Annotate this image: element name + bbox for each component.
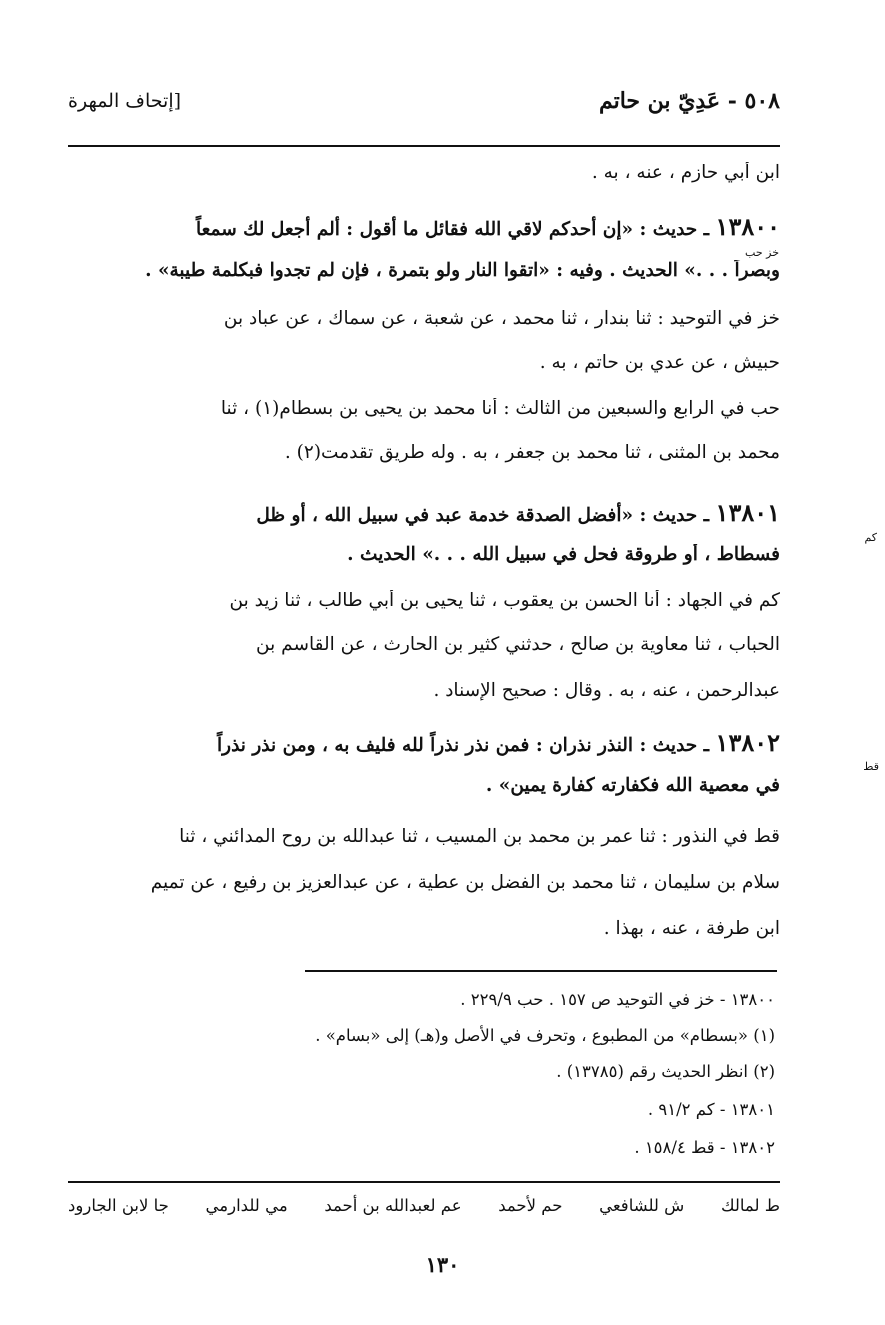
hadith-number: ١٣٨٠٠ xyxy=(715,212,780,241)
abbreviation: ش للشافعي xyxy=(599,1196,685,1215)
header-rule xyxy=(68,145,780,147)
isnad-line: حب في الرابع والسبعين من الثالث : أنا محمد بن يحيى بن بسطام(١) ، ثنا xyxy=(220,398,780,419)
hadith-13801-line2: فسطاط ، أو طروقة فحل في سبيل الله . . .» الحديث . xyxy=(347,544,780,565)
source-siglum: خز حب xyxy=(745,246,779,259)
hadith-number: ١٣٨٠٢ xyxy=(715,728,780,757)
page-number: ١٣٠ xyxy=(425,1252,460,1277)
abbreviation: مي للدارمي xyxy=(205,1196,288,1215)
abbreviation: حم لأحمد xyxy=(498,1196,563,1215)
source-siglum: قط xyxy=(863,760,879,773)
isnad-line: حبيش ، عن عدي بن حاتم ، به . xyxy=(539,352,780,373)
hadith-13800-line1 xyxy=(68,212,780,256)
isnad-line: خز في التوحيد : ثنا بندار ، ثنا محمد ، عن شعبة ، عن سماك ، عن عباد بن xyxy=(223,308,780,329)
isnad-line: قط في النذور : ثنا عمر بن محمد بن المسيب ، ثنا عبدالله بن روح المدائني ، ثنا xyxy=(179,826,780,847)
hadith-text: ـ حديث : «إن أحدكم لاقي الله فقائل ما أقول : ألم أجعل لك سمعاً xyxy=(195,219,716,240)
abbreviations-rule xyxy=(68,1181,780,1183)
chapter-title: ٥٠٨ - عَدِيّ بن حاتم xyxy=(598,88,780,114)
isnad-line: محمد بن المثنى ، ثنا محمد بن جعفر ، به . وله طريق تقدمت(٢) . xyxy=(284,442,780,463)
hadith-13801-line1 xyxy=(68,498,780,542)
footnote: ١٣٨٠٠ - خز في التوحيد ص ١٥٧ . حب ٢٢٩/٩ . xyxy=(460,990,775,1009)
isnad-line: الحباب ، ثنا معاوية بن صالح ، حدثني كثير بن الحارث ، عن القاسم بن xyxy=(256,634,780,655)
footnote-rule xyxy=(305,970,777,972)
footnote: (١) «بسطام» من المطبوع ، وتحرف في الأصل و(هـ) إلى «بسام» . xyxy=(315,1026,775,1045)
hadith-number: ١٣٨٠١ xyxy=(715,498,780,527)
hadith-text: ـ حديث : النذر نذران : فمن نذر نذراً لله فليف به ، ومن نذر نذراً xyxy=(217,735,716,756)
footnote: ١٣٨٠٢ - قط ١٥٨/٤ . xyxy=(634,1138,775,1157)
isnad-line: ابن طرفة ، عنه ، بهذا . xyxy=(603,918,780,939)
footnote: (٢) انظر الحديث رقم (١٣٧٨٥) . xyxy=(556,1062,775,1081)
abbreviation: ط لمالك xyxy=(720,1196,780,1215)
running-header xyxy=(68,88,780,124)
footnote: ١٣٨٠١ - كم ٩١/٢ . xyxy=(647,1100,775,1119)
source-siglum: كم xyxy=(864,531,877,544)
book-title: [إتحاف المهرة xyxy=(68,90,182,112)
text-line: ابن أبي حازم ، عنه ، به . xyxy=(591,162,780,183)
abbreviation: جا لابن الجارود xyxy=(68,1196,169,1215)
isnad-line: عبدالرحمن ، عنه ، به . وقال : صحيح الإسناد . xyxy=(433,680,780,701)
hadith-text: ـ حديث : «أفضل الصدقة خدمة عبد في سبيل الله ، أو ظل xyxy=(256,505,716,526)
hadith-13802-line2: في معصية الله فكفارته كفارة يمين» . xyxy=(485,775,780,796)
abbreviations-key xyxy=(68,1196,780,1226)
hadith-13802-line1 xyxy=(68,728,780,772)
hadith-13800-line2: وبصراً . . .» الحديث . وفيه : «اتقوا النار ولو بتمرة ، فإن لم تجدوا فبكلمة طيبة» . xyxy=(145,260,780,281)
isnad-line: سلام بن سليمان ، ثنا محمد بن الفضل بن عطية ، عن عبدالعزيز بن رفيع ، عن تميم xyxy=(150,872,780,893)
abbreviation: عم لعبدالله بن أحمد xyxy=(324,1196,462,1215)
isnad-line: كم في الجهاد : أنا الحسن بن يعقوب ، ثنا يحيى بن أبي طالب ، ثنا زيد بن xyxy=(229,590,780,611)
